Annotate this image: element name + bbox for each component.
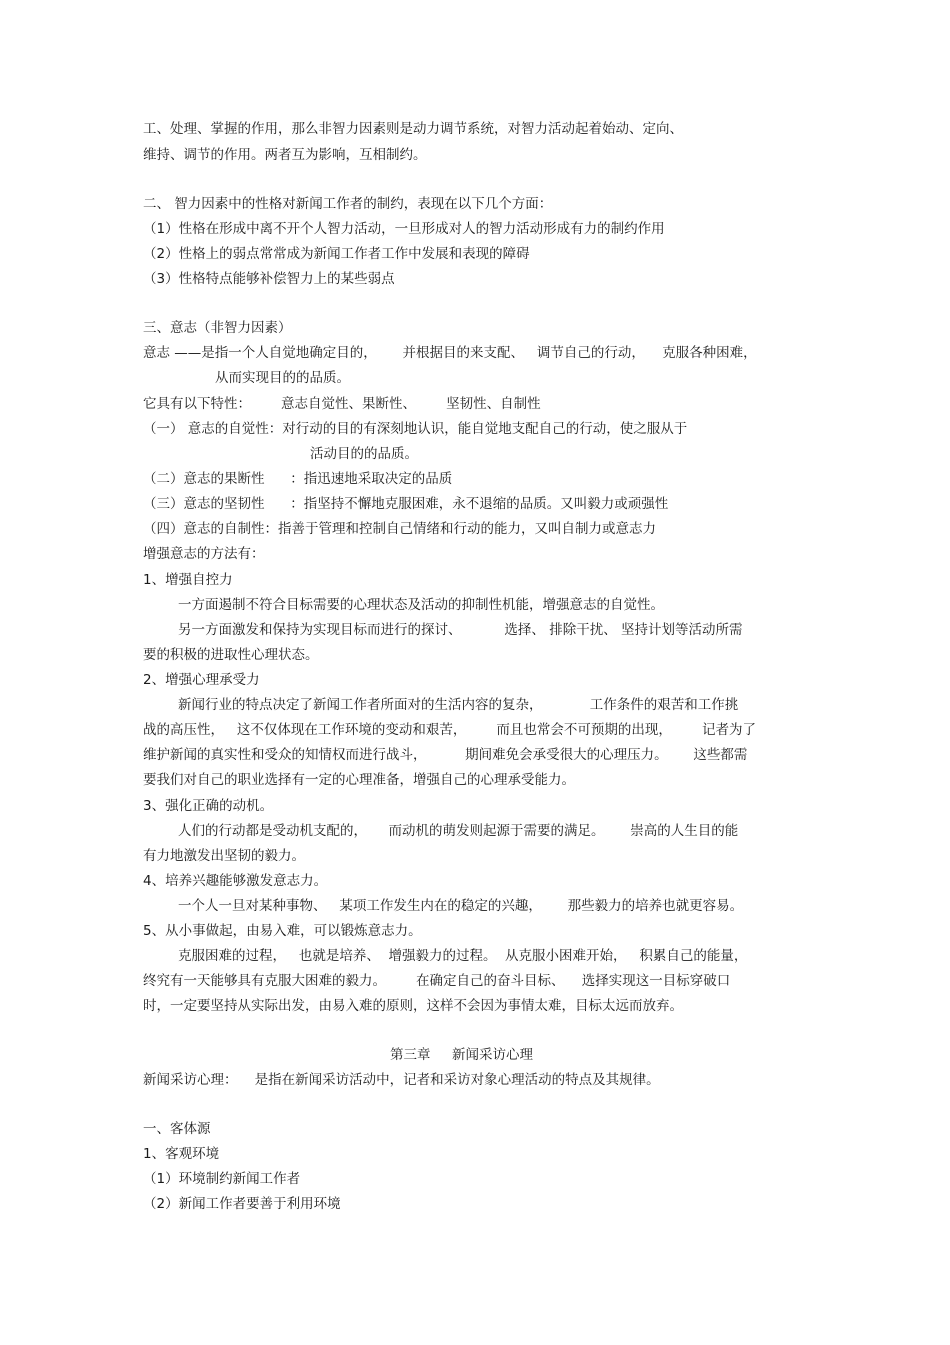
paragraph-line: 克服困难的过程， 也就是培养、 增强毅力的过程。 从克服小困难开始， 积累自己的能量，	[178, 948, 748, 964]
paragraph-line: 维持、调节的作用。两者互为影响，互相制约。	[143, 147, 427, 163]
section-heading: 三、意志（非智力因素）	[143, 320, 292, 336]
paragraph-line: 另一方面激发和保持为实现目标而进行的探讨、 选择、 排除干扰、 坚持计划等活动所需	[178, 622, 743, 638]
definition-line: 从而实现目的的品质。	[215, 370, 350, 386]
paragraph-line: 要的积极的进取性心理状态。	[143, 647, 319, 663]
method-title: 2、增强心理承受力	[143, 672, 260, 688]
chapter-title: 第三章 新闻采访心理	[390, 1047, 533, 1063]
method-title: 5、从小事做起，由易入难，可以锻炼意志力。	[143, 923, 422, 939]
traits-line: 它具有以下特性： 意志自觉性、果断性、 坚韧性、自制性	[143, 396, 541, 412]
list-item: （3）性格特点能够补偿智力上的某些弱点	[143, 271, 395, 287]
list-item: （四）意志的自制性：指善于管理和控制自己情绪和行动的能力，又叫自制力或意志力	[143, 521, 656, 537]
paragraph-line: 时，一定要坚持从实际出发，由易入难的原则，这样不会因为事情太难，目标太远而放弃。	[143, 998, 683, 1014]
list-item: （二）意志的果断性 ：指迅速地采取决定的品质	[143, 471, 453, 487]
paragraph-line: 人们的行动都是受动机支配的， 而动机的萌发则起源于需要的满足。 崇高的人生目的能	[178, 823, 739, 839]
list-item: （2）性格上的弱点常常成为新闻工作者工作中发展和表现的障碍	[143, 246, 530, 262]
section-heading: 二、 智力因素中的性格对新闻工作者的制约，表现在以下几个方面：	[143, 196, 553, 212]
paragraph-line: 战的高压性， 这不仅体现在工作环境的变动和艰苦， 而且也常会不可预期的出现， 记者为了	[143, 722, 756, 738]
list-item: （1）性格在形成中离不开个人智力活动，一旦形成对人的智力活动形成有力的制约作用	[143, 221, 665, 237]
paragraph-line: 要我们对自己的职业选择有一定的心理准备，增强自己的心理承受能力。	[143, 772, 575, 788]
list-item: （三）意志的坚韧性 ：指坚持不懈地克服困难，永不退缩的品质。又叫毅力或顽强性	[143, 496, 669, 512]
method-title: 1、增强自控力	[143, 572, 233, 588]
paragraph-line: 一方面遏制不符合目标需要的心理状态及活动的抑制性机能，增强意志的自觉性。	[178, 597, 664, 613]
section-heading: 一、客体源	[143, 1121, 211, 1137]
method-title: 4、培养兴趣能够激发意志力。	[143, 873, 328, 889]
paragraph-line: 终究有一天能够具有克服大困难的毅力。 在确定自己的奋斗目标、 选择实现这一目标穿破口	[143, 973, 731, 989]
paragraph-line: 一个人一旦对某种事物、 某项工作发生内在的稳定的兴趣， 那些毅力的培养也就更容易。	[178, 898, 744, 914]
subsection-heading: 1、客观环境	[143, 1146, 220, 1162]
definition-line: 意志 ——是指一个人自觉地确定目的， 并根据目的来支配、 调节自己的行动， 克服各种困难，	[143, 345, 757, 361]
paragraph-line: 有力地激发出坚韧的毅力。	[143, 848, 305, 864]
paragraph-line: 维护新闻的真实性和受众的知情权而进行战斗， 期间难免会承受很大的心理压力。 这些都需	[143, 747, 748, 763]
methods-heading: 增强意志的方法有：	[143, 546, 265, 562]
paragraph-line: 新闻行业的特点决定了新闻工作者所面对的生活内容的复杂， 工作条件的艰苦和工作挑	[178, 697, 739, 713]
definition-line: 新闻采访心理： 是指在新闻采访活动中，记者和采访对象心理活动的特点及其规律。	[143, 1072, 660, 1088]
list-item: （2）新闻工作者要善于利用环境	[143, 1196, 341, 1212]
paragraph-line: 工、处理、掌握的作用，那么非智力因素则是动力调节系统，对智力活动起着始动、定向、	[143, 121, 683, 137]
list-item: （1）环境制约新闻工作者	[143, 1171, 301, 1187]
list-item: （一） 意志的自觉性：对行动的目的有深刻地认识，能自觉地支配自己的行动，使之服从于	[143, 421, 688, 437]
list-item-continued: 活动目的的品质。	[310, 446, 418, 462]
method-title: 3、强化正确的动机。	[143, 798, 274, 814]
